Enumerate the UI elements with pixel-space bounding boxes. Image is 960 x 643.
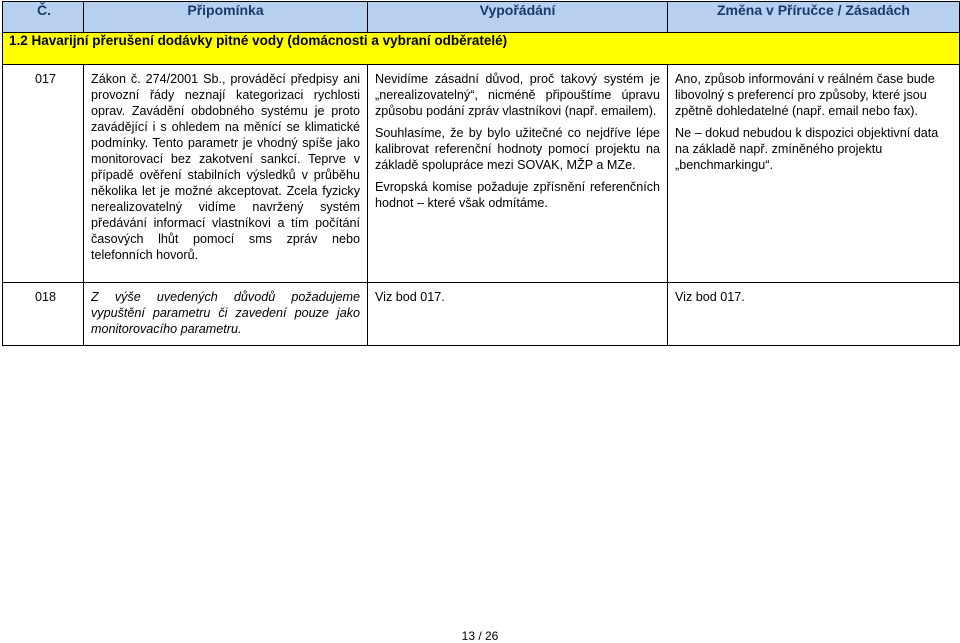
- header-settlement: Vypořádání: [368, 2, 668, 33]
- table-row: [3, 65, 960, 283]
- header-change: Změna v Příručce / Zásadách: [668, 2, 960, 33]
- row-settlement: [368, 65, 668, 283]
- row-number: 017: [3, 65, 84, 283]
- settlement-paragraph: Viz bod 017.: [375, 290, 445, 304]
- row-settlement: [368, 283, 668, 346]
- header-num: Č.: [3, 2, 84, 33]
- section-row: [3, 33, 960, 65]
- settlement-paragraph: Evropská komise požaduje zpřísnění referenčních hodnot – které však odmítáme.: [375, 180, 660, 210]
- table-row: [3, 283, 960, 346]
- change-paragraph: Ne – dokud nebudou k dispozici objektivní data na základě např. zmíněného projektu „benchmarkingu“.: [675, 126, 939, 172]
- row-number: 018: [3, 283, 84, 346]
- change-paragraph: Ano, způsob informování v reálném čase bude libovolný s preferencí pro způsoby, které jsou zpětně dohledatelné (např. email nebo fax).: [675, 72, 935, 118]
- page-number: 13 / 26: [461, 629, 499, 643]
- table-header-row: [3, 2, 960, 33]
- change-paragraph: Viz bod 017.: [675, 290, 745, 304]
- header-comment: Připomínka: [84, 2, 368, 33]
- row-change: [668, 283, 960, 346]
- settlement-paragraph: Nevidíme zásadní důvod, proč takový systém je „nerealizovatelný“, nicméně připouštíme úpravu způsobu podání zpráv vlastníkovi (např. emailem).: [375, 72, 660, 118]
- row-change: [668, 65, 960, 283]
- comments-table: [2, 1, 960, 346]
- row-comment: Zákon č. 274/2001 Sb., prováděcí předpisy ani provozní řády neznají kategorizaci rychlosti oprav. Zavádění obdobného systému je proto zavádějící i s ohledem na měnící se klimatické podmínky. Tento parametr je vhodný spíše jako monitorovací bez zakotvení sankcí. Teprve v případě ověření stabilních výsledků v průběhu několika let je možné akceptovat. Zcela fyzicky nerealizovatelný vidíme navržený systém předávání informací vlastníkovi a tím počítání časových lhůt pomocí sms zpráv nebo telefonních hovorů.: [84, 65, 368, 283]
- settlement-paragraph: Souhlasíme, že by bylo užitečné co nejdříve lépe kalibrovat referenční hodnoty pomocí projektu na základě spolupráce mezi SOVAK, MŽP a MZe.: [375, 126, 660, 172]
- section-title: 1.2 Havarijní přerušení dodávky pitné vody (domácnosti a vybraní odběratelé): [3, 33, 960, 65]
- page-footer: [0, 629, 960, 643]
- row-comment: Z výše uvedených důvodů požadujeme vypuštění parametru či zavedení pouze jako monitorovacího parametru.: [84, 283, 368, 346]
